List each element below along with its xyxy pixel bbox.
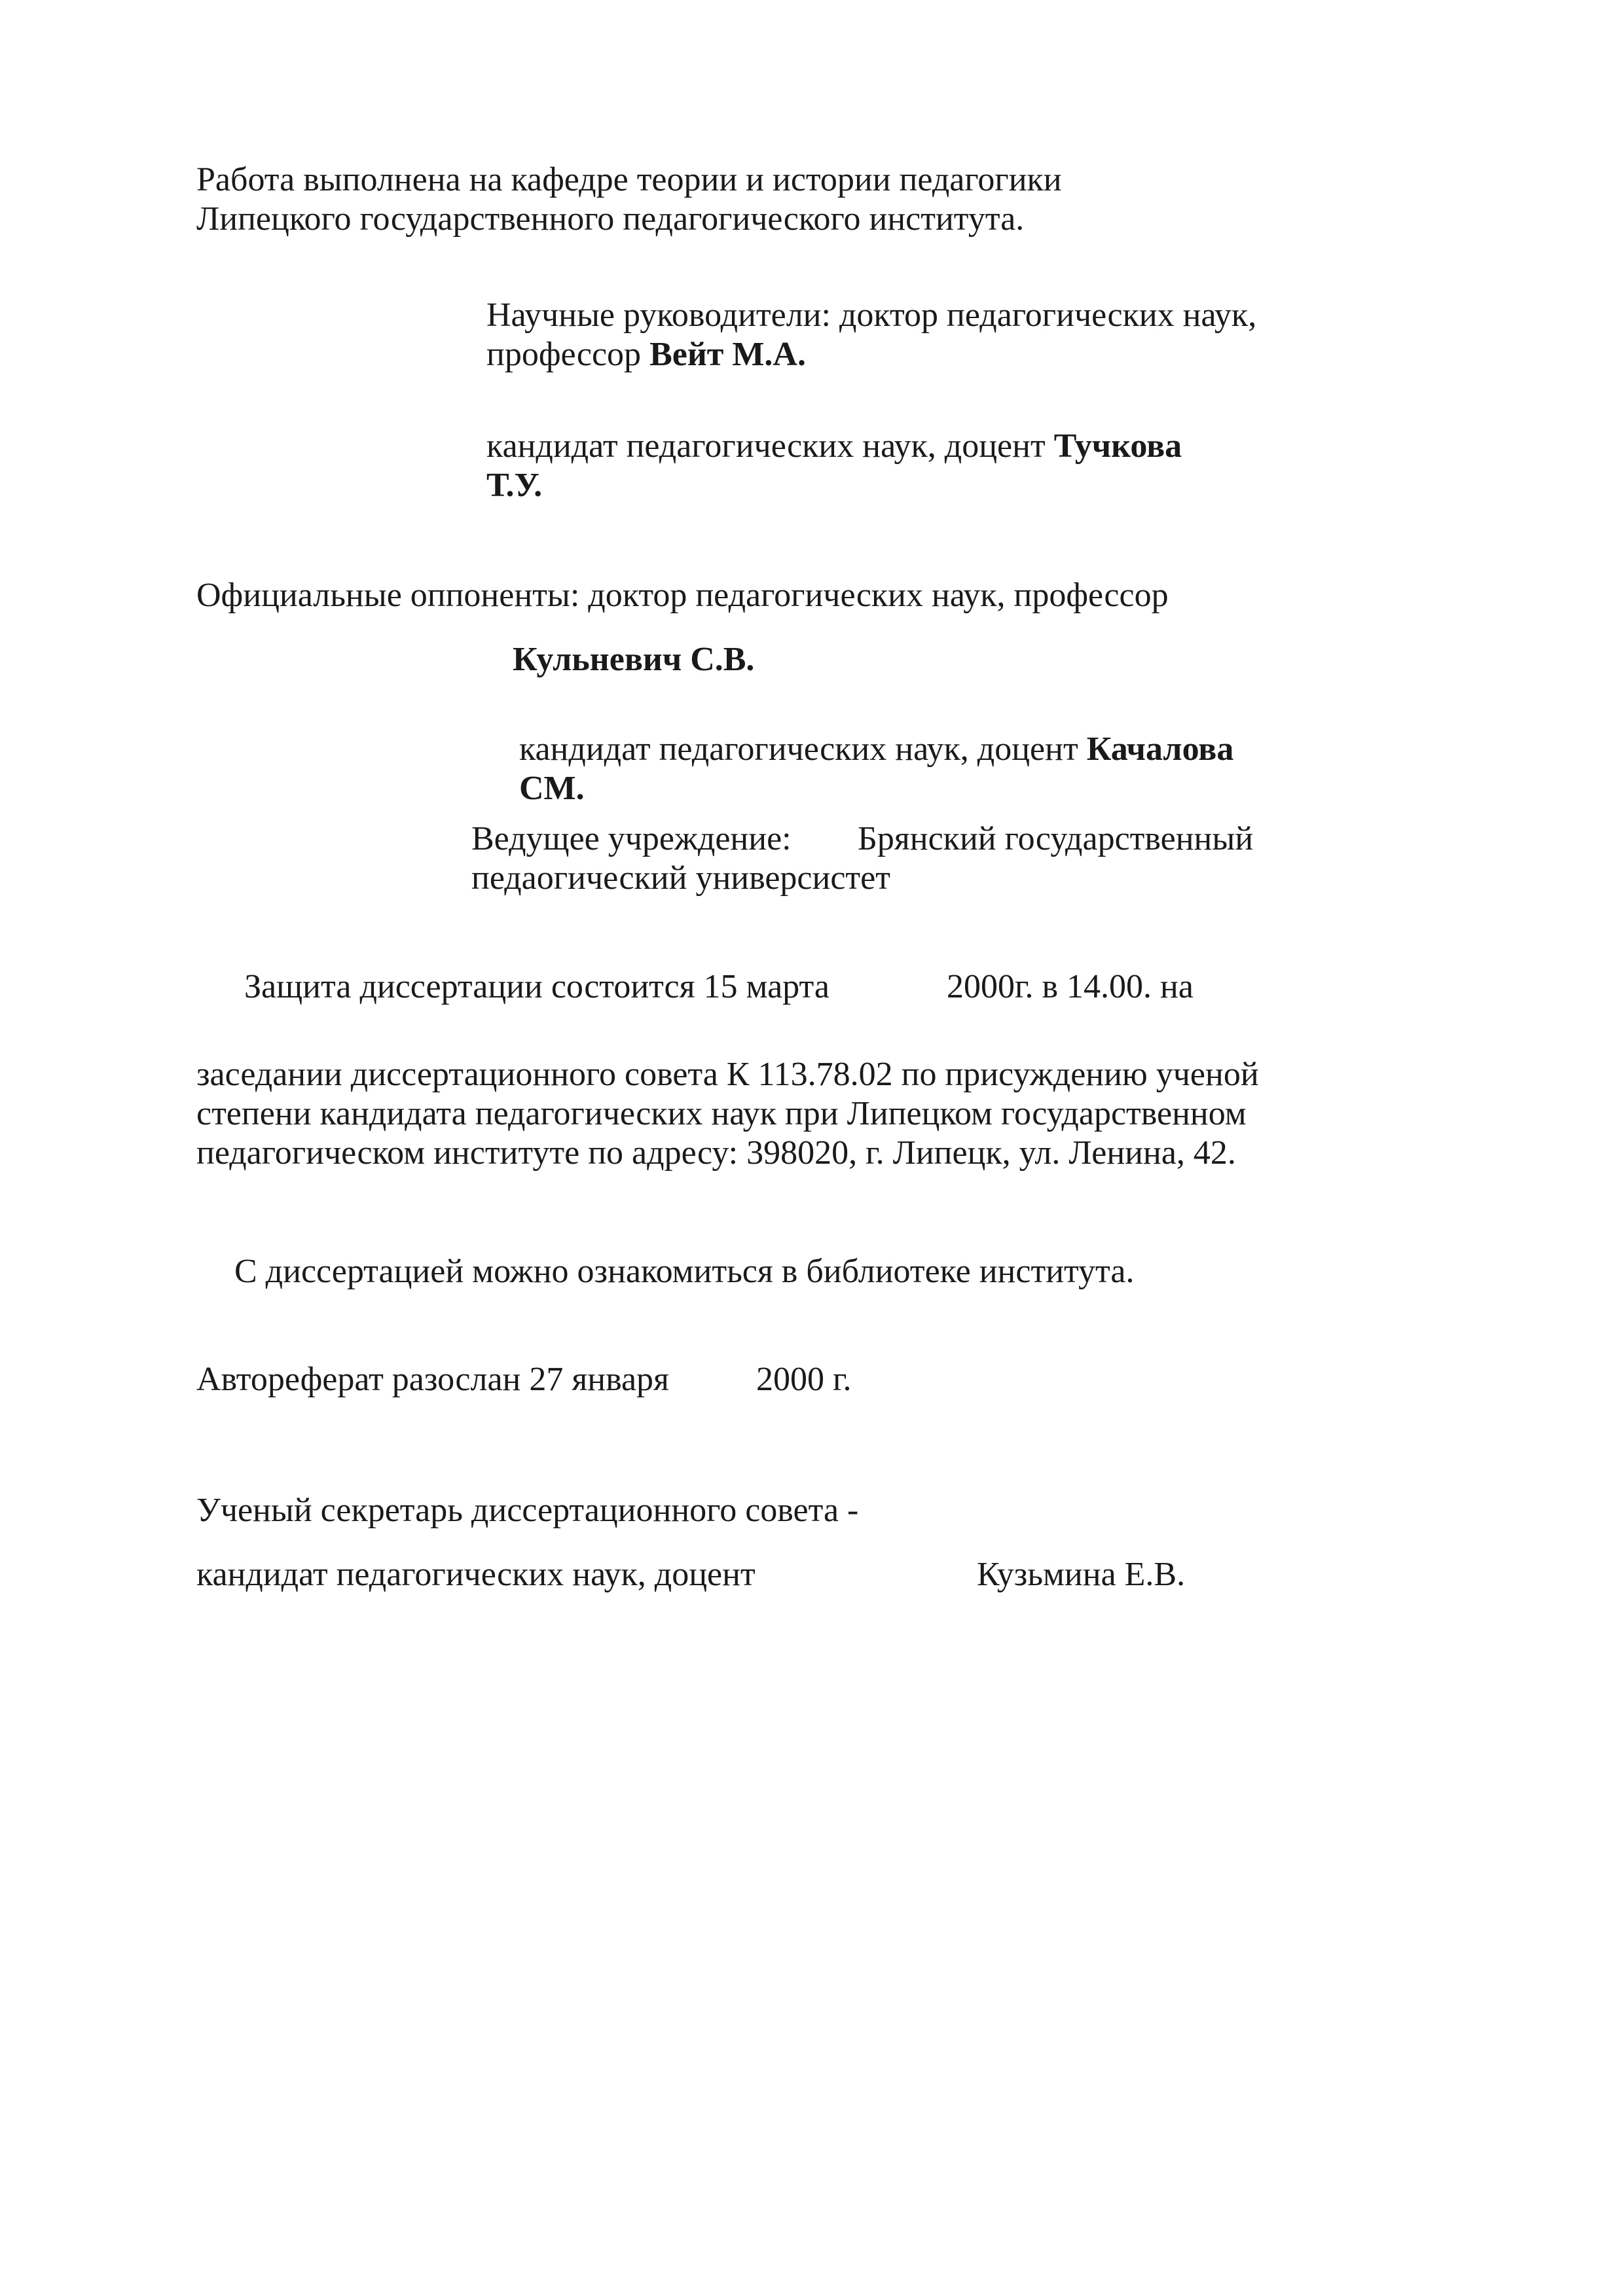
opponent-second-name-part2: СМ. (519, 770, 585, 807)
supervisor-first-title: профессор (486, 336, 650, 373)
supervisors-label-line: Научные руководители: доктор педагогических наук, (486, 296, 1257, 334)
defense-details-block (196, 1055, 1259, 1173)
intro-line-1: Работа выполнена на кафедре теории и истории педагогики (196, 161, 1062, 198)
supervisor-second-name-part2: Т.У. (486, 467, 543, 504)
defense-line-2: заседании диссертационного совета К 113.78.02 по присуждению ученой (196, 1056, 1259, 1093)
lead-org-line-1 (471, 819, 1253, 859)
supervisor-first (486, 335, 1256, 374)
lead-org-name-part1: Брянский государственный (858, 820, 1254, 857)
secretary-name: Кузьмина Е.В. (977, 1556, 1186, 1593)
mailing-text: Автореферат разослан 27 января (196, 1361, 669, 1398)
opponent-second-block (519, 730, 1233, 808)
intro-block (196, 160, 1062, 239)
defense-time-text: 2000г. в 14.00. на (947, 968, 1194, 1005)
opponent-second-title: кандидат педагогических наук, доцент (519, 730, 1087, 768)
intro-line-2: Липецкого государственного педагогического института. (196, 200, 1025, 238)
defense-line-4: педагогическом институте по адресу: 398020, г. Липецк, ул. Ленина, 42. (196, 1134, 1236, 1172)
supervisors-block (486, 296, 1256, 374)
defense-line-1 (244, 967, 1194, 1007)
defense-line-3: степени кандидата педагогических наук при Липецком государственном (196, 1095, 1247, 1132)
secretary-line-2 (196, 1555, 1185, 1594)
lead-org-name-part2: педаогический универсистет (471, 859, 890, 897)
mailing-year: 2000 г. (756, 1361, 852, 1398)
opponents-label-line: Официальные оппоненты: доктор педагогических наук, профессор (196, 577, 1169, 614)
secretary-title: кандидат педагогических наук, доцент (196, 1556, 756, 1593)
lead-org-block (471, 819, 1253, 898)
supervisor-second-name-part1: Тучкова (1053, 427, 1182, 465)
secretary-line-1: Ученый секретарь диссертационного совета - (196, 1492, 859, 1529)
library-note: С диссертацией можно ознакомиться в библиотеке института. (234, 1253, 1135, 1290)
defense-date-text: Защита диссертации состоится 15 марта (244, 968, 830, 1005)
supervisor-second (486, 427, 1182, 466)
opponent-first-name: Кульневич С.В. (513, 641, 755, 678)
opponent-second-name-part1: Качалова (1086, 730, 1234, 768)
mailing-line (196, 1360, 851, 1399)
supervisor-second-block (486, 427, 1182, 505)
supervisor-first-name: Вейт М.А. (649, 336, 806, 373)
supervisor-second-title: кандидат педагогических наук, доцент (486, 427, 1054, 465)
lead-org-label: Ведущее учреждение: (471, 820, 792, 857)
opponent-second (519, 730, 1233, 769)
